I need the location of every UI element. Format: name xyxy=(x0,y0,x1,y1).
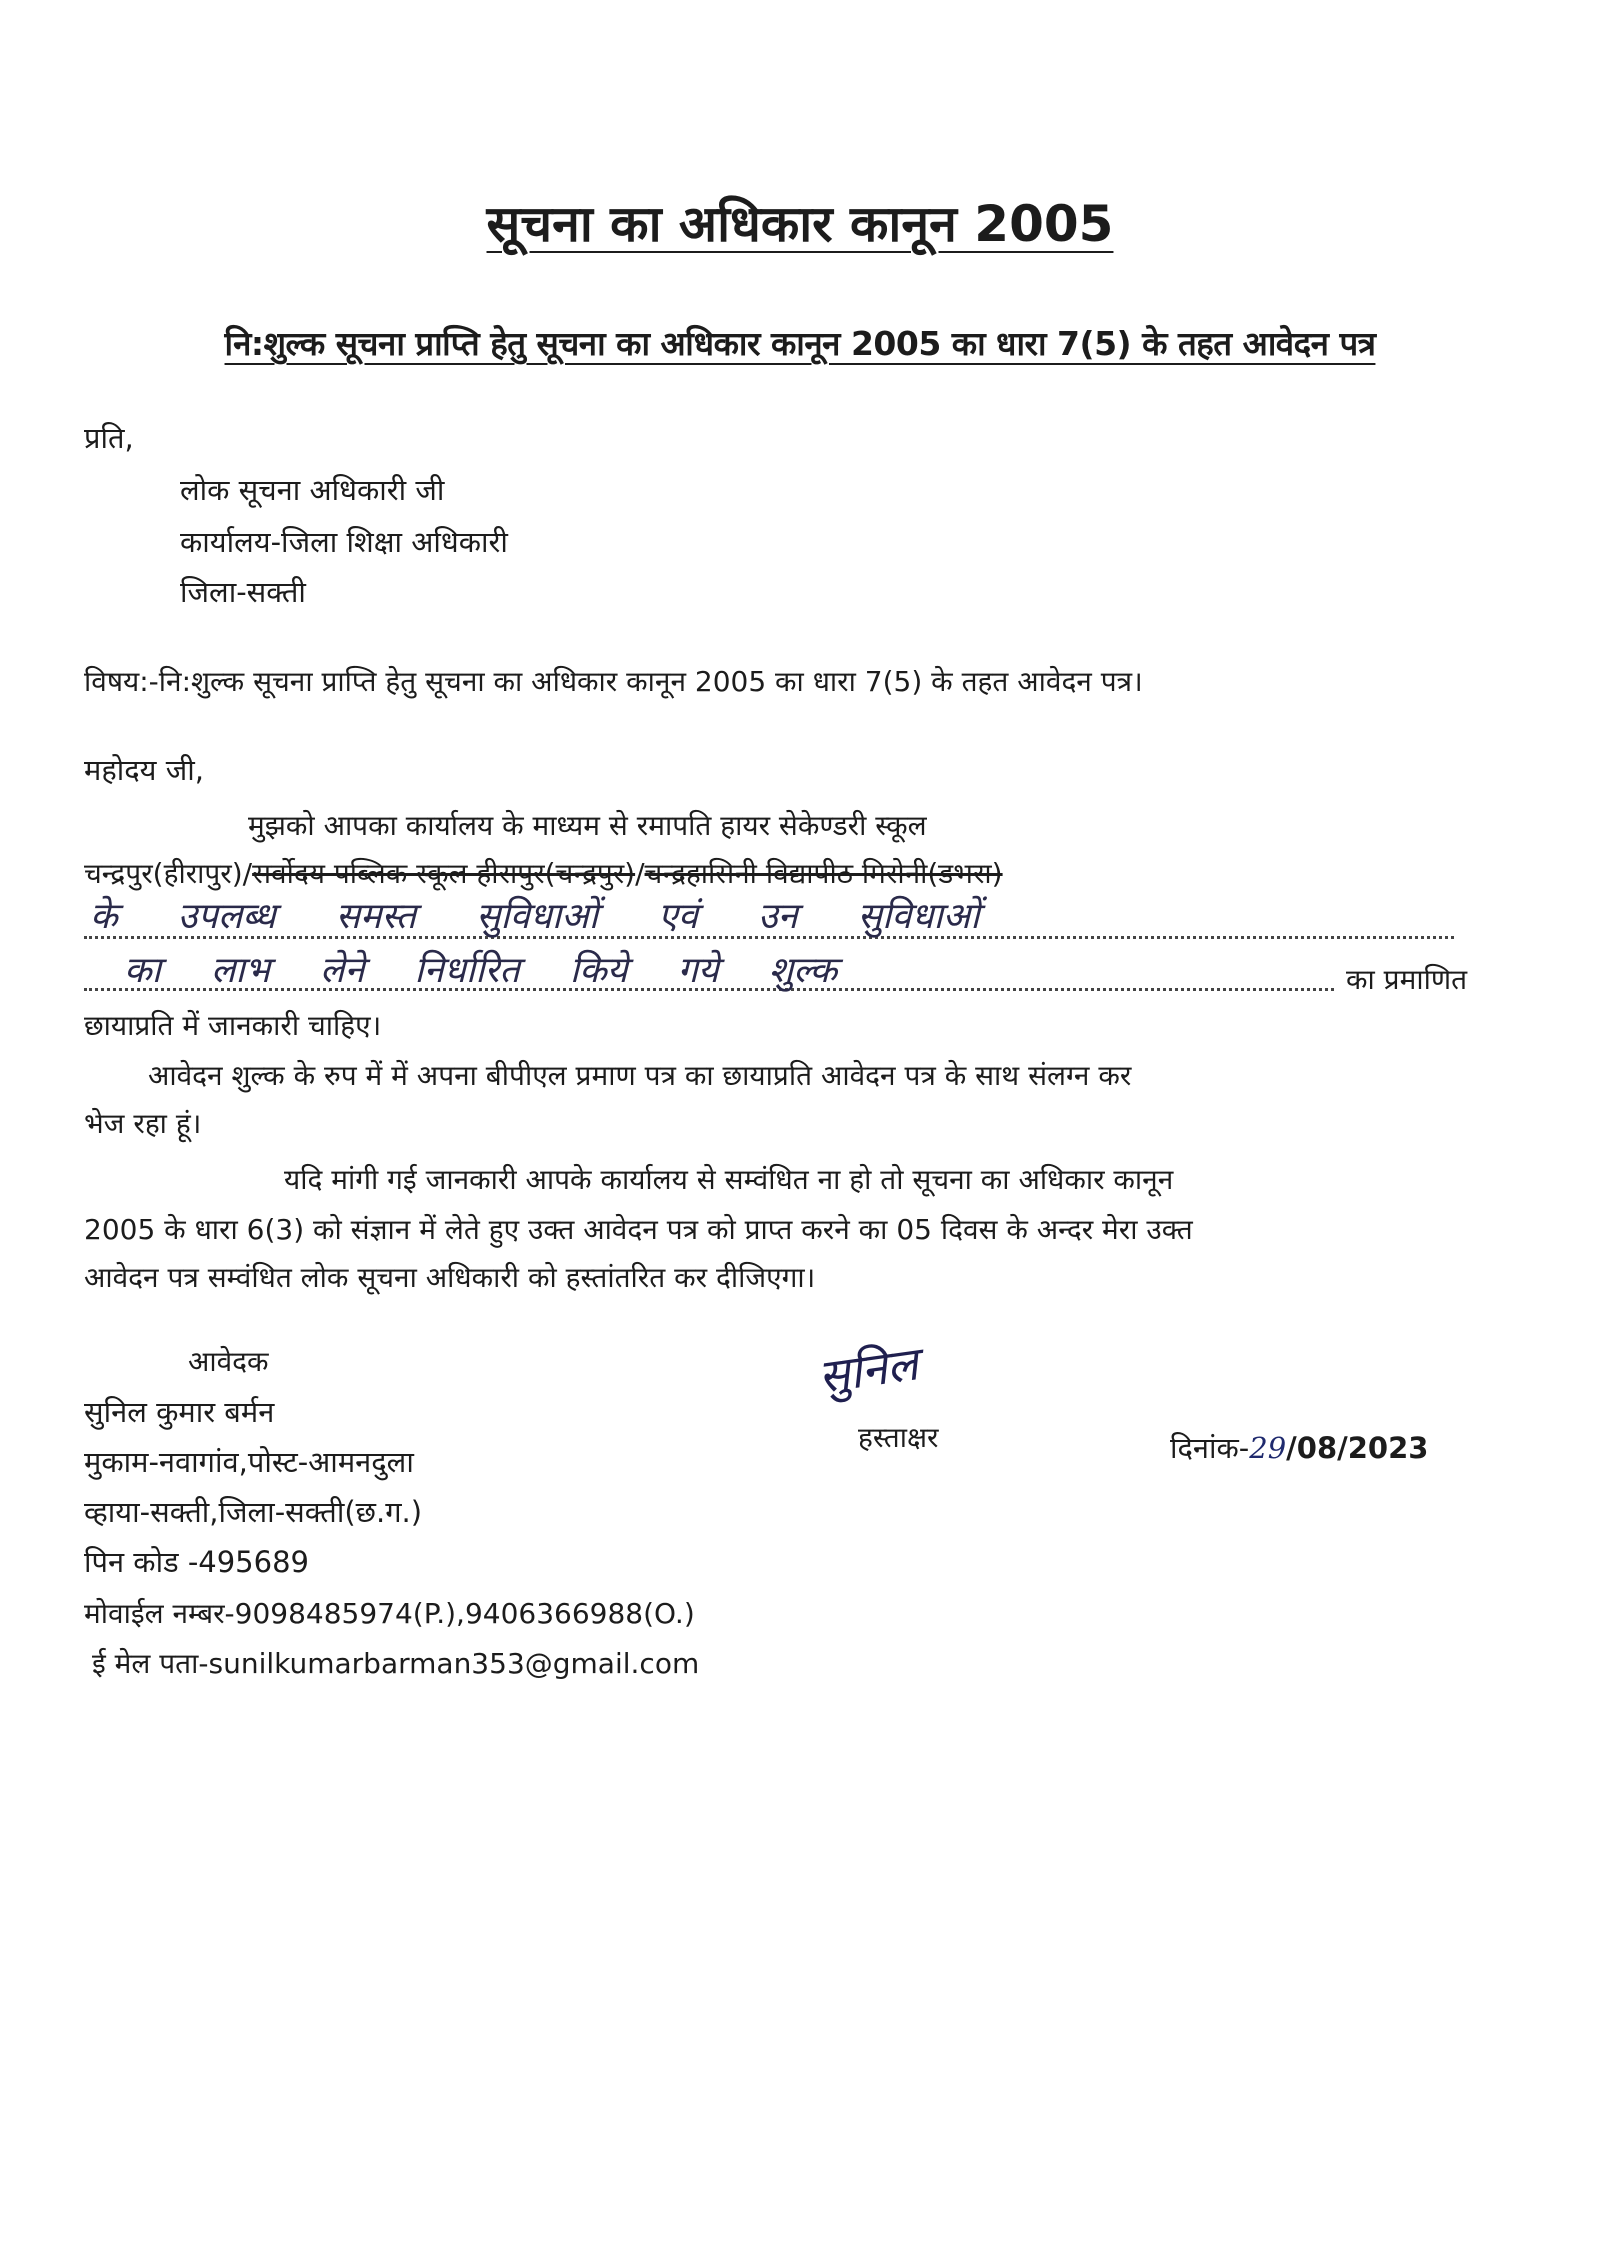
date-line xyxy=(1170,1428,1428,1467)
school-kept: चन्द्रपुर(हीरापुर)/ xyxy=(84,857,253,890)
applicant-label: आवेदक xyxy=(188,1345,269,1378)
transfer-para-line1: यदि मांगी गई जानकारी आपके कार्यालय से सम्वंधित ना हो तो सूचना का अधिकार कानून xyxy=(284,1163,1174,1196)
handwritten-signature: सुनिल xyxy=(814,1336,922,1404)
salutation: महोदय जी, xyxy=(84,753,204,787)
applicant-name: सुनिल कुमार बर्मन xyxy=(84,1395,275,1429)
hw-word: किये xyxy=(569,950,628,991)
recipient-line1: लोक सूचना अधिकारी जी xyxy=(180,473,445,507)
hw-word: उपलब्ध xyxy=(177,896,276,937)
handwritten-fill-line-2 xyxy=(84,944,1334,991)
applicant-email: ई मेल पता-sunilkumarbarman353@gmail.com xyxy=(92,1647,700,1680)
subject-line: विषय:-नि:शुल्क सूचना प्राप्ति हेतु सूचना का अधिकार कानून 2005 का धारा 7(5) के तहत आवेदन पत्र। xyxy=(84,665,1143,698)
transfer-para-line3: आवेदन पत्र सम्वंधित लोक सूचना अधिकारी को हस्तांतरित कर दीजिएगा। xyxy=(84,1261,816,1294)
hw-word: एवं xyxy=(658,896,698,937)
hw-word: लाभ xyxy=(210,950,271,991)
fee-para-line1: आवेदन शुल्क के रुप में में अपना बीपीएल प्रमाण पत्र का छायाप्रति आवेदन पत्र के साथ संलग्न कर xyxy=(148,1059,1132,1092)
applicant-address1: मुकाम-नवागांव,पोस्ट-आमनदुला xyxy=(84,1445,414,1479)
hw-word: निर्धारित xyxy=(414,950,520,991)
recipient-prefix: प्रति, xyxy=(84,421,134,455)
hw-word: समस्त xyxy=(335,896,417,937)
hw-word: गये xyxy=(677,950,719,991)
hw-word: के xyxy=(90,896,118,937)
hw-word: शुल्क xyxy=(768,950,838,991)
hw-word: लेने xyxy=(320,950,365,991)
school-struck-2: चन्द्रहासिनी विद्यापीठ मिरोनी(डभरा) xyxy=(644,857,1003,890)
signature-label: हस्ताक्षर xyxy=(858,1421,939,1454)
hw-word: का xyxy=(124,950,161,991)
hw-word: सुविधाओं xyxy=(476,896,599,937)
applicant-pin: पिन कोड -495689 xyxy=(84,1545,309,1579)
recipient-line3: जिला-सक्ती xyxy=(180,575,306,609)
date-day-handwritten: 29 xyxy=(1249,1431,1287,1465)
applicant-address2: व्हाया-सक्ती,जिला-सक्ती(छ.ग.) xyxy=(84,1495,423,1529)
school-options-line xyxy=(84,854,1003,892)
school-struck-1: सर्वोदय पब्लिक स्कूल हीरापुर(चन्द्रपुर) xyxy=(252,857,636,890)
recipient-line2: कार्यालय-जिला शिक्षा अधिकारी xyxy=(180,525,508,559)
school-separator: / xyxy=(635,857,645,890)
date-label: दिनांक- xyxy=(1170,1431,1250,1465)
applicant-mobile: मोवाईल नम्बर-9098485974(P.),9406366988(O.) xyxy=(84,1597,695,1630)
handwritten-fill-line-1 xyxy=(84,890,1454,939)
info-line: छायाप्रति में जानकारी चाहिए। xyxy=(84,1009,382,1042)
transfer-para-line2: 2005 के धारा 6(3) को संज्ञान में लेते हुए उक्त आवेदन पत्र को प्राप्त करने का 05 दिवस के अन्दर मेरा उक्त xyxy=(84,1213,1193,1246)
document-subtitle: नि:शुल्क सूचना प्राप्ति हेतु सूचना का अधिकार कानून 2005 का धारा 7(5) के तहत आवेदन पत्र xyxy=(224,324,1376,363)
body-line1: मुझको आपका कार्यालय के माध्यम से रमापति हायर सेकेण्डरी स्कूल xyxy=(248,809,927,842)
document-title: सूचना का अधिकार कानून 2005 xyxy=(486,195,1114,253)
hw-word: उन xyxy=(757,896,798,937)
certified-suffix: का प्रमाणित xyxy=(1346,963,1468,996)
fee-para-line2: भेज रहा हूं। xyxy=(84,1107,202,1140)
hw-word: सुविधाओं xyxy=(857,896,980,937)
date-rest: /08/2023 xyxy=(1286,1431,1429,1465)
